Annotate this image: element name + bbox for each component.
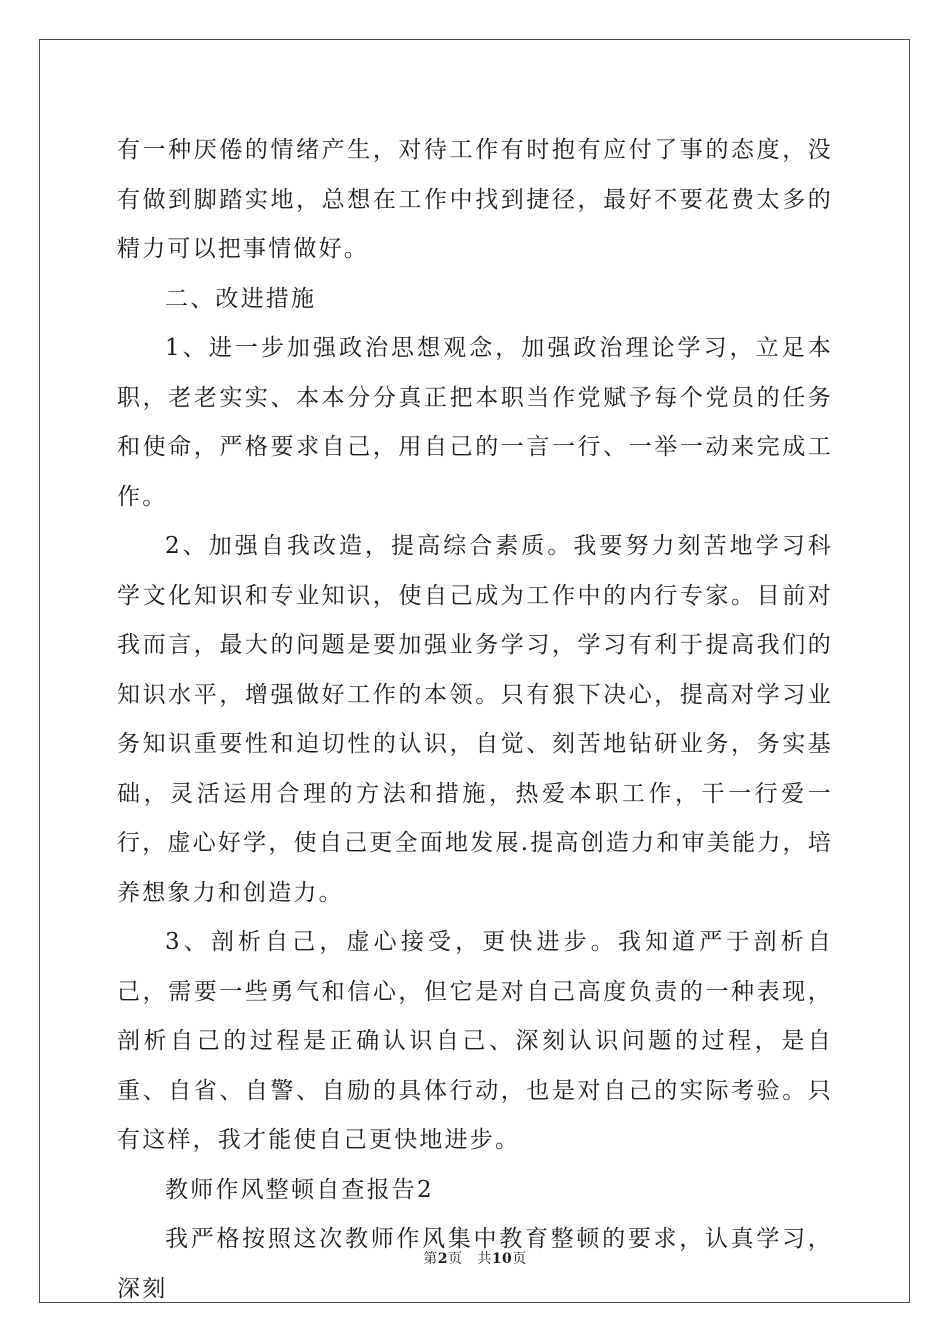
document-body bbox=[117, 126, 833, 1314]
page-prefix: 第 bbox=[423, 1251, 438, 1267]
total-suffix: 页 bbox=[512, 1251, 527, 1267]
section-heading-improvements: 二、改进措施 bbox=[165, 285, 317, 312]
page-footer bbox=[0, 1248, 950, 1268]
total-pages: 10 bbox=[491, 1251, 513, 1267]
paragraph-measure-1: 1、进一步加强政治思想观念，加强政治理论学习，立足本职，老老实实、本本分分真正把本职当作党赋予每个党员的任务和使命，严格要求自己，用自己的一言一行、一举一动来完成工作。 bbox=[117, 335, 833, 510]
paragraph-measure-3: 3、剖析自己，虚心接受，更快进步。我知道严于剖析自己，需要一些勇气和信心，但它是对自己高度负责的一种表现，剖析自己的过程是正确认识自己、深刻认识问题的过程，是自重、自省、自警、自励的具体行动，也是对自己的实际考验。只有这样，我才能使自己更快地进步。 bbox=[117, 929, 833, 1153]
page-suffix: 页 bbox=[447, 1251, 463, 1267]
report-title-2: 教师作风整顿自查报告2 bbox=[165, 1176, 434, 1203]
paragraph-measure-2: 2、加强自我改造，提高综合素质。我要努力刻苦地学习科学文化知识和专业知识，使自己成为工作中的内行专家。目前对我而言，最大的问题是要加强业务学习，学习有利于提高我们的知识水平，增强做好工作的本领。只有狠下决心，提高对学习业务知识重要性和迫切性的认识，自觉、刻苦地钻研业务，务实基础，灵活运用合理的方法和措施，热爱本职工作，干一行爱一行，虚心好学，使自己更全面地发展.提高创造力和审美能力，培养想象力和创造力。 bbox=[117, 533, 833, 906]
paragraph-report-2-opening: 我严格按照这次教师作风集中教育整顿的要求，认真学习，深刻 bbox=[117, 1226, 833, 1302]
paragraph-1: 有一种厌倦的情绪产生，对待工作有时抱有应付了事的态度，没有做到脚踏实地，总想在工作中找到捷径，最好不要花费太多的精力可以把事情做好。 bbox=[117, 137, 833, 262]
page-number: 2 bbox=[437, 1251, 448, 1267]
total-prefix: 共 bbox=[477, 1251, 492, 1267]
